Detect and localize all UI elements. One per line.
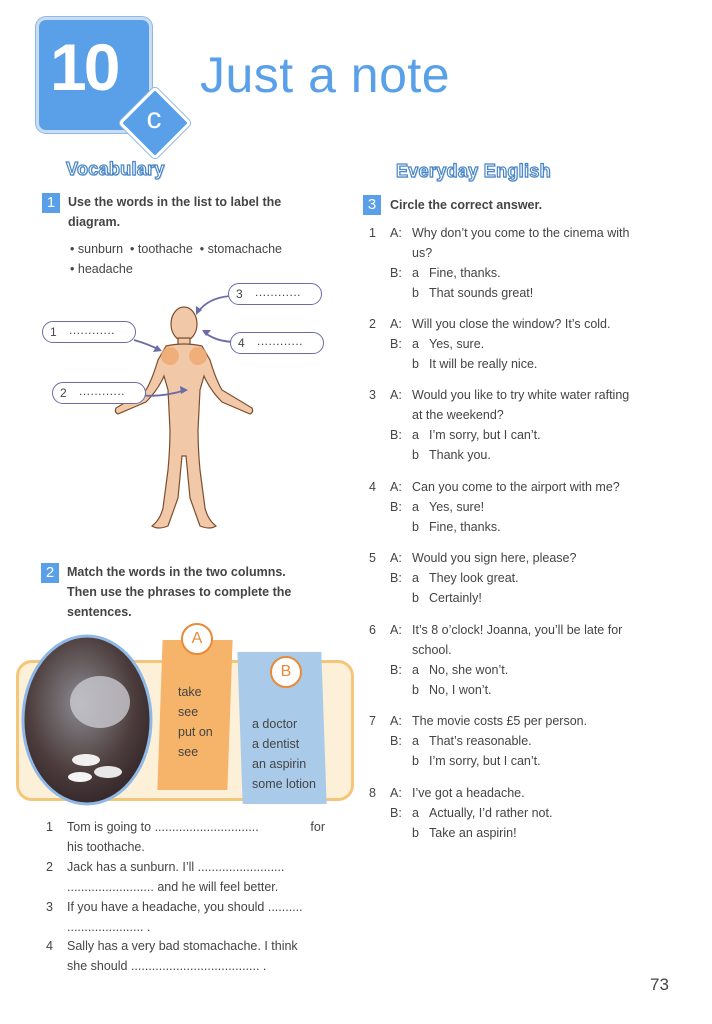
option-b-letter[interactable]: b bbox=[412, 448, 419, 462]
option-b-answer[interactable]: No, I won’t. bbox=[429, 683, 492, 697]
column-b-item: a dentist bbox=[252, 737, 300, 751]
answer-blank[interactable]: ......................... bbox=[197, 860, 285, 874]
speaker-b-label: B: bbox=[390, 428, 402, 442]
option-a-answer[interactable]: Actually, I’d rather not. bbox=[429, 806, 553, 820]
diagram-label-number: 2 bbox=[60, 386, 67, 400]
option-b-answer[interactable]: It will be really nice. bbox=[429, 357, 538, 371]
exercise-1-number: 1 bbox=[42, 193, 60, 213]
column-a-item: take bbox=[178, 685, 202, 699]
speaker-a-label: A: bbox=[390, 623, 402, 637]
column-b-item: an aspirin bbox=[252, 757, 307, 771]
speaker-b-label: B: bbox=[390, 266, 402, 280]
option-b-letter[interactable]: b bbox=[412, 591, 419, 605]
column-b-item: a doctor bbox=[252, 717, 298, 731]
option-b-answer[interactable]: That sounds great! bbox=[429, 286, 534, 300]
option-a-letter[interactable]: a bbox=[412, 663, 419, 677]
answer-blank[interactable]: ......................... bbox=[67, 880, 154, 894]
speaker-a-line: The movie costs £5 per person. bbox=[412, 714, 588, 728]
word-sunburn: sunburn bbox=[77, 242, 124, 256]
diagram-label-3[interactable] bbox=[228, 283, 322, 305]
option-a-letter[interactable]: a bbox=[412, 806, 419, 820]
sentence-text: she should bbox=[67, 959, 128, 973]
speaker-a-line: Would you sign here, please? bbox=[412, 551, 577, 565]
column-b-list bbox=[252, 714, 316, 794]
option-b-answer[interactable]: Fine, thanks. bbox=[429, 520, 501, 534]
option-b-answer[interactable]: Take an aspirin! bbox=[429, 826, 517, 840]
sentence-2-number: 2 bbox=[46, 860, 53, 874]
column-b-letter: B bbox=[270, 656, 302, 688]
option-b-answer[interactable]: Certainly! bbox=[429, 591, 482, 605]
speaker-a-label: A: bbox=[390, 786, 402, 800]
sentence-1-line-2: his toothache. bbox=[67, 840, 145, 854]
speaker-b-label: B: bbox=[390, 806, 402, 820]
column-a-list bbox=[178, 682, 213, 762]
diagram-label-number: 4 bbox=[238, 336, 245, 350]
dialogue-number: 4 bbox=[369, 480, 376, 494]
shoulder-left-highlight bbox=[161, 347, 179, 365]
option-b-letter[interactable]: b bbox=[412, 683, 419, 697]
exercise-3-number: 3 bbox=[363, 195, 381, 215]
speaker-a-label: A: bbox=[390, 317, 402, 331]
speaker-b-label: B: bbox=[390, 500, 402, 514]
option-a-answer[interactable]: I’m sorry, but I can’t. bbox=[429, 428, 541, 442]
option-b-answer[interactable]: I’m sorry, but I can’t. bbox=[429, 754, 541, 768]
diagram-label-1[interactable] bbox=[42, 321, 136, 343]
sentence-4-line-1: Sally has a very bad stomachache. I think bbox=[67, 939, 298, 953]
pill-icon bbox=[72, 754, 100, 766]
speaker-a-line-continued: us? bbox=[412, 246, 433, 260]
word-stomachache: stomachache bbox=[207, 242, 282, 256]
option-a-answer[interactable]: Yes, sure. bbox=[429, 337, 485, 351]
speaker-b-label: B: bbox=[390, 571, 402, 585]
pill-icon bbox=[68, 772, 92, 782]
sentence-text: If you have a headache, you should bbox=[67, 900, 265, 914]
sentence-text: Tom is going to bbox=[67, 820, 152, 834]
option-a-letter[interactable]: a bbox=[412, 337, 419, 351]
exercise-1-instruction-line-2: diagram. bbox=[68, 215, 121, 229]
option-a-letter[interactable]: a bbox=[412, 571, 419, 585]
diagram-label-4[interactable] bbox=[230, 332, 324, 354]
speaker-a-line: It’s 8 o’clock! Joanna, you’ll be late for bbox=[412, 623, 623, 637]
answer-blank[interactable]: .......... bbox=[267, 900, 303, 914]
exercise-2-number: 2 bbox=[41, 563, 59, 583]
sentence-1-line-1 bbox=[67, 817, 325, 837]
option-a-answer[interactable]: No, she won’t. bbox=[429, 663, 509, 677]
option-a-letter[interactable]: a bbox=[412, 266, 419, 280]
dialogue-number: 7 bbox=[369, 714, 376, 728]
diagram-label-blank: ............ bbox=[79, 384, 126, 398]
column-a-item: see bbox=[178, 705, 199, 719]
option-b-letter[interactable]: b bbox=[412, 826, 419, 840]
dialogue-number: 6 bbox=[369, 623, 376, 637]
dialogue-number: 2 bbox=[369, 317, 376, 331]
sentence-3-line-2[interactable]: ...................... . bbox=[67, 920, 151, 934]
dialogue-number: 3 bbox=[369, 388, 376, 402]
option-a-answer[interactable]: Fine, thanks. bbox=[429, 266, 501, 280]
page-number: 73 bbox=[650, 975, 669, 994]
answer-blank[interactable]: ..................................... . bbox=[130, 959, 267, 973]
dialogue-number: 8 bbox=[369, 786, 376, 800]
pills-photo bbox=[20, 632, 155, 807]
exercise-2-instruction-line-3: sentences. bbox=[67, 605, 132, 619]
option-a-answer[interactable]: They look great. bbox=[429, 571, 519, 585]
speaker-b-label: B: bbox=[390, 734, 402, 748]
diagram-label-2[interactable] bbox=[52, 382, 146, 404]
everyday-english-heading: Everyday English bbox=[396, 161, 551, 181]
option-b-answer[interactable]: Thank you. bbox=[429, 448, 491, 462]
option-a-letter[interactable]: a bbox=[412, 734, 419, 748]
speaker-b-label: B: bbox=[390, 663, 402, 677]
speaker-a-label: A: bbox=[390, 226, 402, 240]
diagram-label-number: 3 bbox=[236, 287, 243, 301]
sentence-2-line-1 bbox=[67, 857, 284, 877]
speaker-a-line: Can you come to the airport with me? bbox=[412, 480, 620, 494]
word-bullet-icon: • bbox=[130, 242, 135, 256]
option-b-letter[interactable]: b bbox=[412, 754, 419, 768]
sentence-4-number: 4 bbox=[46, 939, 53, 953]
word-bullet-icon: • bbox=[70, 262, 75, 276]
exercise-3-instruction: Circle the correct answer. bbox=[390, 198, 543, 212]
sentence-4-line-2 bbox=[67, 956, 266, 976]
word-bank-line-2 bbox=[70, 262, 133, 276]
column-a-item: see bbox=[178, 745, 199, 759]
word-toothache: toothache bbox=[137, 242, 193, 256]
speaker-a-label: A: bbox=[390, 551, 402, 565]
speaker-a-line: I’ve got a headache. bbox=[412, 786, 525, 800]
body-diagram bbox=[40, 280, 340, 540]
speaker-a-label: A: bbox=[390, 388, 402, 402]
column-b-item: some lotion bbox=[252, 777, 316, 791]
bottle-icon bbox=[70, 676, 130, 728]
option-a-answer[interactable]: That’s reasonable. bbox=[429, 734, 532, 748]
speaker-a-line: Would you like to try white water rafting bbox=[412, 388, 630, 402]
exercise-2-instruction-line-1: Match the words in the two columns. bbox=[67, 565, 286, 579]
speaker-b-label: B: bbox=[390, 337, 402, 351]
page-title: Just a note bbox=[200, 47, 451, 103]
unit-number: 10 bbox=[50, 30, 118, 104]
option-b-letter[interactable]: b bbox=[412, 286, 419, 300]
word-bank bbox=[70, 242, 282, 256]
vocabulary-heading: Vocabulary bbox=[66, 159, 165, 179]
option-a-letter[interactable]: a bbox=[412, 500, 419, 514]
sentence-1-number: 1 bbox=[46, 820, 53, 834]
pill-icon bbox=[94, 766, 122, 778]
sentence-3-number: 3 bbox=[46, 900, 53, 914]
option-b-letter[interactable]: b bbox=[412, 357, 419, 371]
exercise-1-instruction-line-1: Use the words in the list to label the bbox=[68, 195, 282, 209]
word-bullet-icon: • bbox=[199, 242, 205, 256]
speaker-a-line: Will you close the window? It’s cold. bbox=[412, 317, 611, 331]
exercise-2-instruction-line-2: Then use the phrases to complete the bbox=[67, 585, 292, 599]
speaker-a-label: A: bbox=[390, 714, 402, 728]
sentence-text: for bbox=[310, 820, 325, 834]
answer-blank[interactable]: .............................. bbox=[154, 820, 259, 834]
word-headache: headache bbox=[77, 262, 133, 276]
diagram-label-blank: ............ bbox=[257, 334, 304, 348]
option-a-answer[interactable]: Yes, sure! bbox=[429, 500, 485, 514]
option-b-letter[interactable]: b bbox=[412, 520, 419, 534]
sentence-2-line-2 bbox=[67, 877, 278, 897]
speaker-a-line-continued: school. bbox=[412, 643, 452, 657]
sentence-3-line-1 bbox=[67, 897, 303, 917]
column-a-item: put on bbox=[178, 725, 213, 739]
sentence-text: Jack has a sunburn. I’ll bbox=[67, 860, 195, 874]
column-a-letter: A bbox=[181, 623, 213, 655]
diagram-label-blank: ............ bbox=[69, 323, 116, 337]
dialogue-number: 1 bbox=[369, 226, 376, 240]
option-a-letter[interactable]: a bbox=[412, 428, 419, 442]
sentence-text: and he will feel better. bbox=[157, 880, 279, 894]
word-bullet-icon: • bbox=[70, 242, 75, 256]
diagram-label-blank: ............ bbox=[255, 285, 302, 299]
dialogue-number: 5 bbox=[369, 551, 376, 565]
speaker-a-line: Why don’t you come to the cinema with bbox=[412, 226, 630, 240]
diagram-label-number: 1 bbox=[50, 325, 57, 339]
unit-badge bbox=[36, 17, 186, 137]
shoulder-right-highlight bbox=[189, 347, 207, 365]
unit-letter: c bbox=[146, 102, 162, 135]
speaker-a-label: A: bbox=[390, 480, 402, 494]
speaker-a-line-continued: at the weekend? bbox=[412, 408, 504, 422]
